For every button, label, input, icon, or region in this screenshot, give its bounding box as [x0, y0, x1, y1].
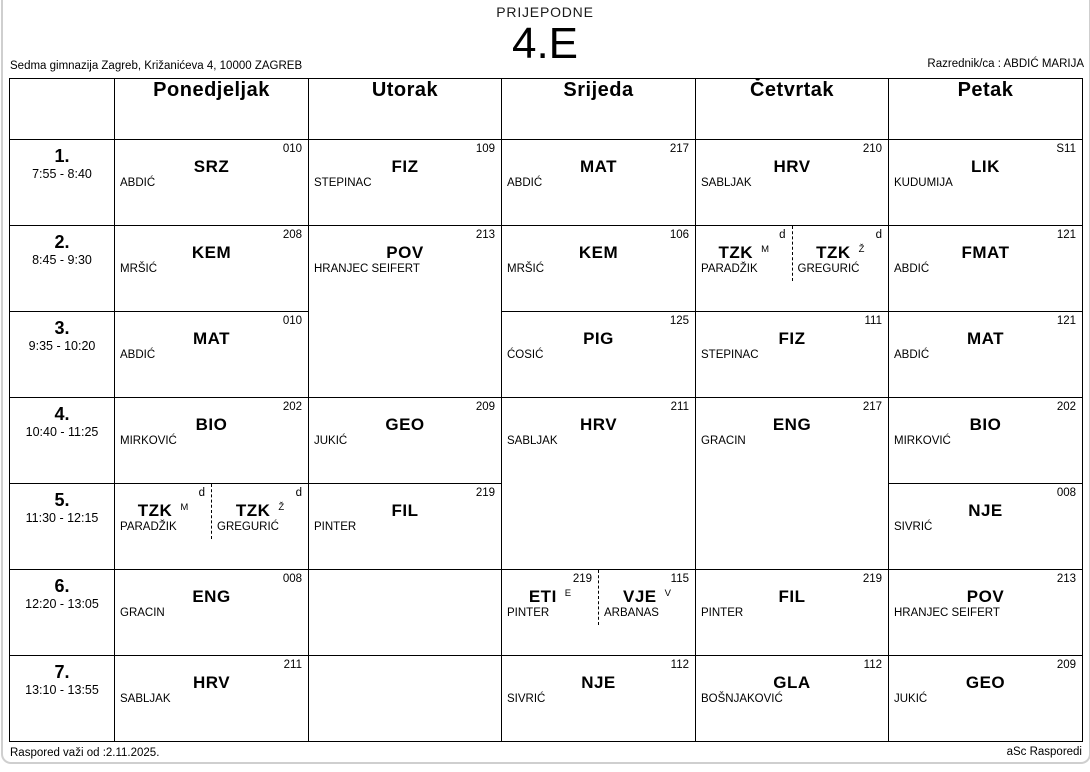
room-label: 211 — [283, 659, 302, 671]
lesson-cell-mon-4 — [115, 398, 309, 484]
room-label: 213 — [475, 229, 495, 241]
day-header-srijeda: Srijeda — [502, 79, 696, 140]
teacher-label: PARADŽIK — [701, 263, 758, 275]
homeroom-teacher: Razrednik/ca : ABDIĆ MARIJA — [927, 58, 1084, 70]
room-label: 210 — [862, 143, 882, 155]
lesson-cell-tue-6-empty — [309, 570, 502, 656]
subject-label: POV — [966, 587, 1005, 606]
period-number: 5. — [54, 490, 70, 510]
day-header-ponedjeljak: Ponedjeljak — [115, 79, 309, 140]
room-label: 115 — [670, 573, 689, 585]
generator-credit: aSc Rasporedi — [1006, 746, 1082, 758]
timetable — [9, 78, 1083, 742]
group-label: V — [664, 587, 671, 599]
lesson-cell-wed-3 — [502, 312, 696, 398]
subject-label: KEM — [578, 243, 619, 262]
room-label: 111 — [864, 315, 882, 327]
room-label: 211 — [670, 401, 689, 413]
teacher-label: HRANJEC SEIFERT — [894, 607, 1000, 619]
period-time: 10:40 - 11:25 — [25, 425, 99, 439]
period-time: 11:30 - 12:15 — [25, 511, 99, 525]
room-label: 125 — [669, 315, 689, 327]
room-label: 209 — [475, 401, 495, 413]
teacher-label: HRANJEC SEIFERT — [314, 263, 420, 275]
lesson-cell-mon-1 — [115, 140, 309, 226]
room-label: 010 — [282, 143, 302, 155]
lesson-cell-fri-7 — [889, 656, 1083, 742]
room-label: 010 — [282, 315, 302, 327]
teacher-label: MIRKOVIĆ — [120, 435, 177, 447]
day-header-cetvrtak: Četvrtak — [696, 79, 889, 140]
subject-label: TZK — [816, 243, 851, 262]
room-label: 112 — [670, 659, 689, 671]
period-time: 9:35 - 10:20 — [28, 339, 96, 353]
subject-label: GEO — [965, 673, 1006, 692]
lesson-cell-fri-4 — [889, 398, 1083, 484]
school-info: Sedma gimnazija Zagreb, Križanićeva 4, 10000 ZAGREB — [10, 60, 303, 72]
room-label: 208 — [282, 229, 302, 241]
subject-label: NJE — [581, 673, 616, 692]
teacher-label: PINTER — [507, 607, 550, 619]
teacher-label: GREGURIĆ — [797, 263, 860, 275]
period-cell-7 — [10, 656, 115, 742]
subject-label: FIZ — [391, 157, 419, 176]
period-time: 8:45 - 9:30 — [32, 253, 92, 267]
lesson-half-eti — [502, 570, 598, 625]
room-label: 202 — [282, 401, 302, 413]
room-label: 106 — [669, 229, 689, 241]
period-number: 1. — [54, 146, 70, 166]
teacher-label: ABDIĆ — [894, 263, 930, 275]
teacher-label: ABDIĆ — [894, 349, 930, 361]
group-label: Ž — [858, 243, 865, 255]
period-cell-1 — [10, 140, 115, 226]
room-label: S11 — [1056, 143, 1076, 155]
teacher-label: SABLJAK — [701, 177, 752, 189]
room-label: 217 — [669, 143, 689, 155]
lesson-cell-tue-4 — [309, 398, 502, 484]
subject-label: TZK — [137, 501, 173, 520]
group-label: M — [761, 243, 769, 255]
room-label: d — [295, 487, 302, 499]
lesson-cell-tue-1 — [309, 140, 502, 226]
teacher-label: SABLJAK — [120, 693, 171, 705]
lesson-half-boys — [115, 484, 211, 539]
lesson-cell-fri-2 — [889, 226, 1083, 312]
class-title: 4.E — [511, 19, 579, 68]
lesson-cell-fri-1 — [889, 140, 1083, 226]
period-number: 3. — [54, 318, 70, 338]
subject-label: GLA — [773, 673, 811, 692]
subject-label: ENG — [772, 415, 812, 434]
teacher-label: ABDIĆ — [507, 177, 543, 189]
teacher-label: ABDIĆ — [120, 177, 156, 189]
period-cell-6 — [10, 570, 115, 656]
lesson-cell-mon-3 — [115, 312, 309, 398]
period-cell-3 — [10, 312, 115, 398]
teacher-label: STEPINAC — [701, 349, 759, 361]
teacher-label: MRŠIĆ — [120, 263, 158, 275]
subject-label: GEO — [385, 415, 425, 434]
room-label: 202 — [1056, 401, 1076, 413]
teacher-label: GRACIN — [701, 435, 746, 447]
lesson-cell-thu-4-5 — [696, 398, 889, 570]
teacher-label: STEPINAC — [314, 177, 372, 189]
lesson-cell-wed-1 — [502, 140, 696, 226]
period-number: 2. — [54, 232, 70, 252]
subject-label: FIL — [391, 501, 419, 520]
room-label: 213 — [1056, 573, 1076, 585]
subject-label: KEM — [191, 243, 232, 262]
subject-label: LIK — [971, 157, 1000, 176]
corner-cell — [10, 79, 115, 140]
subject-label: ETI — [528, 587, 557, 606]
lesson-cell-mon-6 — [115, 570, 309, 656]
teacher-label: ABDIĆ — [120, 349, 156, 361]
subject-label: TZK — [235, 501, 271, 520]
teacher-label: MIRKOVIĆ — [894, 435, 951, 447]
teacher-label: BOŠNJAKOVIĆ — [701, 693, 783, 705]
room-label: 121 — [1056, 315, 1076, 327]
lesson-cell-thu-7 — [696, 656, 889, 742]
room-label: 219 — [862, 573, 882, 585]
period-time: 13:10 - 13:55 — [25, 683, 99, 697]
subject-label: VJE — [623, 587, 657, 606]
subject-label: MAT — [192, 329, 231, 348]
period-number: 7. — [54, 662, 70, 682]
lesson-half-girls — [211, 484, 308, 539]
subject-label: PIG — [583, 329, 614, 348]
teacher-label: PINTER — [701, 607, 744, 619]
teacher-label: GRACIN — [120, 607, 165, 619]
period-cell-5 — [10, 484, 115, 570]
room-label: 121 — [1056, 229, 1076, 241]
lesson-cell-thu-2-split — [696, 226, 889, 312]
teacher-label: MRŠIĆ — [507, 263, 545, 275]
lesson-cell-thu-3 — [696, 312, 889, 398]
room-label: 219 — [572, 573, 592, 585]
teacher-label: JUKIĆ — [314, 435, 348, 447]
group-label: M — [180, 501, 189, 513]
subject-label: FMAT — [961, 243, 1010, 262]
subject-label: FIL — [778, 587, 806, 606]
subject-label: SRZ — [193, 157, 230, 176]
validity-note: Raspored važi od :2.11.2025. — [10, 747, 160, 759]
subject-label: BIO — [969, 415, 1002, 434]
period-number: 6. — [54, 576, 70, 596]
room-label: d — [198, 487, 205, 499]
room-label: d — [875, 229, 882, 241]
lesson-cell-wed-6-split — [502, 570, 696, 656]
lesson-cell-mon-2 — [115, 226, 309, 312]
room-label: 109 — [475, 143, 495, 155]
teacher-label: ĆOSIĆ — [507, 349, 544, 361]
subject-label: HRV — [192, 673, 231, 692]
period-time: 7:55 - 8:40 — [32, 167, 92, 181]
teacher-label: SIVRIĆ — [894, 521, 933, 533]
lesson-half-girls — [792, 226, 889, 281]
lesson-cell-wed-7 — [502, 656, 696, 742]
subject-label: HRV — [773, 157, 811, 176]
lesson-cell-mon-5-split — [115, 484, 309, 570]
room-label: 209 — [1056, 659, 1076, 671]
period-number: 4. — [54, 404, 70, 424]
room-label: 008 — [1056, 487, 1076, 499]
period-time: 12:20 - 13:05 — [25, 597, 99, 611]
session-title: PRIJEPODNE — [496, 4, 594, 20]
lesson-cell-tue-2-3 — [309, 226, 502, 398]
teacher-label: PINTER — [314, 521, 357, 533]
subject-label: MAT — [966, 329, 1005, 348]
lesson-cell-thu-1 — [696, 140, 889, 226]
room-label: 008 — [282, 573, 302, 585]
period-cell-4 — [10, 398, 115, 484]
subject-label: POV — [386, 243, 424, 262]
subject-label: NJE — [968, 501, 1003, 520]
room-label: 112 — [863, 659, 882, 671]
lesson-cell-fri-3 — [889, 312, 1083, 398]
lesson-cell-tue-7-empty — [309, 656, 502, 742]
day-header-utorak: Utorak — [309, 79, 502, 140]
subject-label: MAT — [579, 157, 618, 176]
teacher-label: SIVRIĆ — [507, 693, 546, 705]
lesson-cell-tue-5 — [309, 484, 502, 570]
group-label: E — [564, 587, 572, 599]
lesson-half-boys — [696, 226, 792, 281]
period-cell-2 — [10, 226, 115, 312]
room-label: d — [779, 229, 786, 241]
lesson-cell-wed-2 — [502, 226, 696, 312]
lesson-half-vje — [598, 570, 695, 625]
teacher-label: GREGURIĆ — [217, 521, 279, 533]
subject-label: ENG — [192, 587, 231, 606]
group-label: Ž — [278, 501, 285, 513]
teacher-label: PARADŽIK — [120, 521, 177, 533]
day-header-petak: Petak — [889, 79, 1083, 140]
subject-label: FIZ — [778, 329, 806, 348]
teacher-label: KUDUMIJA — [894, 177, 953, 189]
lesson-cell-mon-7 — [115, 656, 309, 742]
lesson-cell-wed-4-5 — [502, 398, 696, 570]
lesson-cell-fri-6 — [889, 570, 1083, 656]
teacher-label: JUKIĆ — [894, 693, 928, 705]
subject-label: HRV — [579, 415, 618, 434]
lesson-cell-thu-6 — [696, 570, 889, 656]
subject-label: TZK — [718, 243, 754, 262]
lesson-cell-fri-5 — [889, 484, 1083, 570]
teacher-label: ARBANAS — [604, 607, 659, 619]
teacher-label: SABLJAK — [507, 435, 558, 447]
room-label: 217 — [862, 401, 882, 413]
subject-label: BIO — [195, 415, 228, 434]
room-label: 219 — [475, 487, 495, 499]
